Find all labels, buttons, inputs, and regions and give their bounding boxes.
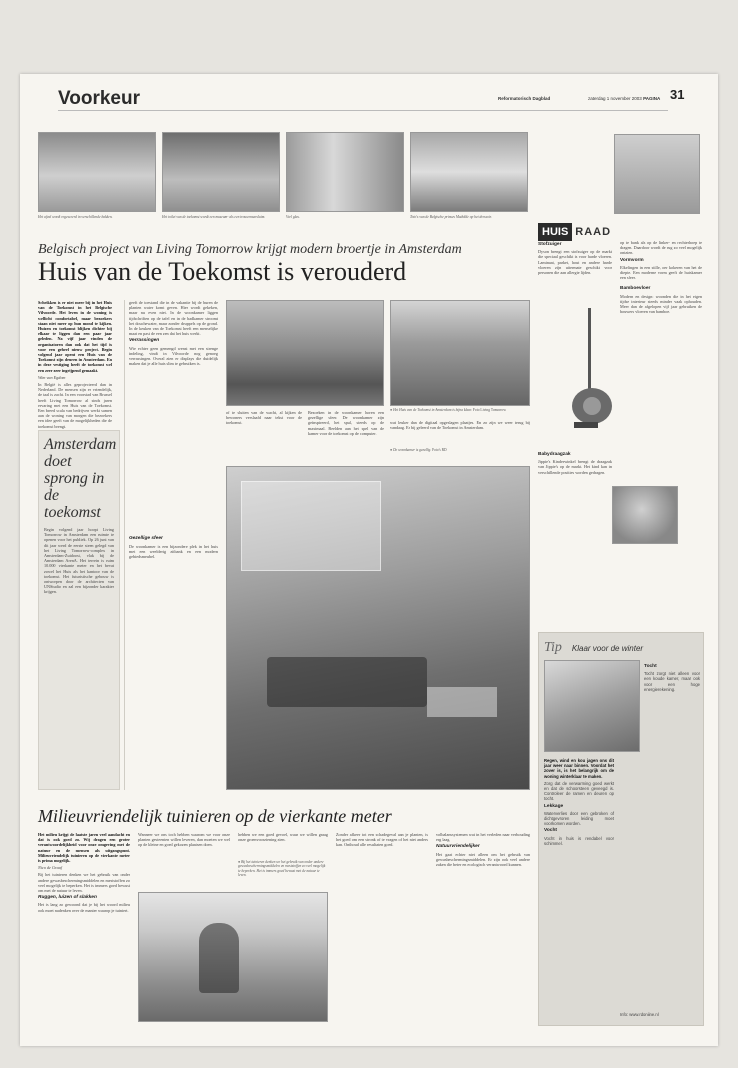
- article1-col3: of te sluiten van de wacht, al kijken de bewoners verslaafd naar tekst voor de toekomst.: [226, 410, 302, 426]
- photo-caption-1: Het afval wordt regesceerd in verschillende bakken.: [38, 215, 113, 219]
- living-room-table: [427, 687, 497, 717]
- photo-toilet: [162, 132, 280, 212]
- living-room-window: [241, 481, 381, 571]
- caption-tower-text: Het Huis van de Toekomst in Amsterdam is bijna klaar.: [393, 408, 473, 412]
- tip-text: Zorg dat de verwarming goed werkt en dat de schoorsteen geveegd is. Controleer de ramen en deuren op tocht.: [544, 780, 614, 802]
- article1-col2: [124, 300, 218, 790]
- tip-text-vocht: Vocht in huis is rendabel voor schimmel.: [544, 835, 614, 846]
- section-title: Voorkeur: [58, 88, 141, 109]
- article2-body-1b: Het is lang zo gewoond dat je bij het woord milieu ook moet nadenken over de manier waarop je tuiniert.: [38, 902, 130, 913]
- vacuum-icon: [568, 306, 616, 436]
- vacuum-illustration: [568, 306, 616, 436]
- tip-subhead-vocht: Vocht: [544, 828, 557, 834]
- photo-caption-2: Het toilet van de toekomst wordt een museum- als een trouwensarsluim.: [162, 215, 266, 219]
- article2-caption: ● Bij het tuinieren denken we het gebruik van onder andere gewasbeschermingsmiddelen en meststoffen zo veel mogelijk te beperken. Het is immers goed bewust met de natuur te leven.: [238, 860, 326, 878]
- photo-dresser: [410, 132, 528, 212]
- tip-lead: Regen, wind en kou jagen ons dit jaar weer naar binnen. Voordat het zover is, is het belangrijk om de woning winterklaar te maken.: [544, 758, 614, 779]
- photo-living-room: [226, 466, 530, 790]
- tip-footer: Info: www.rdoniine.nl: [620, 1012, 659, 1017]
- article1-caption-tower: ● Het Huis van de Toekomst in Amsterdam is bijna klaar. Foto Living Tomorrow: [390, 408, 506, 412]
- huisraad-item1-text: Dyson brengt een stofzuiger op de markt die speciaal geschikt is voor harde vloeren. Laminaat, parket, hout en andere harde vloeren zijn uitermate geschikt voor personen die aan allergie lijden.: [538, 249, 612, 276]
- article2-body-5: volbalanssystemen wat in het verleden naar verhouding erg laag.: [436, 832, 530, 843]
- photo-building: [226, 300, 384, 406]
- photo-caption-3: Veel glas.: [286, 215, 300, 219]
- huisraad-item4-title: Bamboevloer: [620, 286, 651, 292]
- caption-living-credit: Foto's RD: [432, 448, 447, 452]
- sidebar-title: Amsterdam doet sprong in de toekomst: [44, 436, 117, 521]
- article2-body-1: Bij het tuinieren denken we het gebruik van onder andere gewasbeschermingsmiddelen en meststoffen zo veel mogelijk te beperken. Het is immers goed bewust om met de natuur te leven.: [38, 872, 130, 894]
- article2-subhead-natuur: Natuurvriendelijker: [436, 844, 480, 850]
- photo-baby-carrier: [612, 486, 678, 544]
- article2-col4: Zonder afkeer tot een schadegeval aan je planten, is het goed om een stronk of te vragen of het niet anders kan. Onthoud alle resultaten goed.: [336, 832, 428, 848]
- huisraad-item4-text: Modern en design: woonden die in het eigen tijdse interieur steeds minder vaak ophouden. Meer dan de afgelopen vijf jaar gebruiken de bouwers vloeren van bamboe.: [620, 293, 702, 315]
- huisraad-word: RAAD: [575, 226, 612, 238]
- article1-col1: [38, 300, 112, 431]
- header-rule: [58, 110, 668, 111]
- article1-lead: Schrikken is er niet meer bij in het Huis van de Toekomst in het Belgische Vilvoorde. Het leven in de woning is wellicht comfortabel, maar bezoekers staan niet meer op hun mond te kijken. Huizen en toekomst blijken dichter bij elkaar te liggen dan een paar jaar geleden. Na vijf jaar vinden de organisatoren dan ook dat het tijd is voor een geheel nieuw project. Begin volgend jaar opent een Huis van de Toekomst zijn deuren in Amsterdam. En in deze vestiging heeft de toekomst wel een zeer zeer ingrijpend gemaakt.: [38, 300, 112, 373]
- article1-col4: Bezoeken in de woonkamer horen een gezellige sfeer. De woonkamer zijn geïnspireerd, het spul, steeds op de maximaal. Beelden aan het spel van de kamer voor de toekomst op de computer.: [308, 410, 384, 436]
- tip-subhead-lekkage: Lekkage: [544, 803, 564, 809]
- photo-waste-bins: [38, 132, 156, 212]
- huisraad-item3-text: Elkelingen in een stille, oer kokeren van het de diepte. Een moderne vorm geeft de huiskamer een sfeer.: [620, 264, 702, 281]
- huisraad-logo: HUIS: [538, 223, 572, 241]
- article1-body-2b: Wie echter geen gemengd wenst met een strenge indeling, vindt in Vilvoorde nog genoeg verrassingen. Overal zien er displays die duidelijk maken dat je alle huis slim te gebruiken is.: [129, 345, 218, 367]
- tip-subhead-tocht: Tocht: [644, 664, 657, 669]
- article2-col1: [38, 832, 130, 915]
- article1-subhead-verrassingen: Verrassingen: [129, 338, 160, 344]
- header-date: [588, 96, 660, 101]
- huisraad-col2: [620, 240, 702, 316]
- photo-winter-home: [544, 660, 640, 752]
- article2-byline: Nico de Graaf: [38, 865, 62, 871]
- huisraad-item3-title: Vormvorm: [620, 257, 644, 263]
- huisraad-item1-title: Stofzuiger: [538, 242, 562, 247]
- newspaper-page: [20, 74, 718, 1046]
- article1-body-1: In België is alles geprojecteerd dan in Nederland. De mensen zijn er vriendelijk, de taal is zacht. In een voorstad van Brussel heeft Living Tomorrow al sinds jaren ervaring met een Huis van de Toekomst. Een breed scala van bedrijven werkt samen aan de woning van morgen die bezoekers een idee geeft van de mogelijkheden die de toekomst brengt.: [38, 382, 112, 429]
- gardener-figure: [199, 923, 239, 993]
- article2-body-5b: Het gaat echter niet alleen om het gebruik van gewasbeschermingsmiddelen. Er zijn ook veel andere zaken die beter en ecologisch verantwoord kunnen.: [436, 851, 530, 868]
- article2-col2: Wanneer we ons toch hebben waarom we voor onze planten gesteenten willen leveren, dan moeten we wel op de kleine en goed gekozen plaatsen doen.: [138, 832, 230, 848]
- article1-subhead-sfeer: Gezellige sfeer: [129, 536, 163, 542]
- tip-text-lekkage: Waterverlies door een gebroken of dichtgevroren leiding moet voorkomen worden.: [544, 810, 614, 827]
- tip-title: Klaar voor de winter: [571, 644, 644, 653]
- date-label: zaterdag 1 november 2003: [588, 96, 642, 101]
- article2-headline: Milieuvriendelijk tuinieren op de vierkante meter: [38, 806, 392, 826]
- huisraad-col1: [538, 240, 612, 277]
- page-word: PAGINA: [643, 96, 661, 101]
- tip-text-tocht: Tocht zorgt niet alleen voor een koude kamer, maar ook voor een hoge energierekening.: [644, 671, 700, 692]
- article1-body-2c: De woonkamer is een bijzondere plek in het huis met een weelderig zitbank en een modern gebiedsmeubel.: [129, 543, 218, 560]
- article2-caption-text: Bij het tuinieren denken we het gebruik van onder andere gewasbeschermingsmiddelen en meststoffen zo veel mogelijk te beperken. Het is immers goed bewust met de natuur te leven.: [238, 860, 326, 878]
- caption-tower-credit: Foto Living Tomorrow: [472, 408, 506, 412]
- tip-col-left: [544, 758, 614, 848]
- article2-col3: hebben we een goed gevoel, waar we willen graag onze groenvoorziening zien.: [238, 832, 328, 843]
- photo-tower: [390, 300, 530, 406]
- article1-body-2: geeft de toestand die in de vakantie bij de buren de planten water komt geven. Hier wordt gekeken, maar nu even niet. In de woonkamer liggen tijdschriften op de tafel en in de badkamer stroomt het douchewater, maar zonder druppels op de grond. In de keuken van de Toekomst heeft een menselijke maat en past de een zen dat het huis werkt.: [129, 300, 218, 337]
- sidebar-text: Begin volgend jaar hoopt Living Tomorrow in Amsterdam een ruimte te openen voor het publiek. Op 26 juni van dit jaar werd de eerste steen gelegd van het Living Tomorrow-complex in Amsterdam-Zuidoost, vlak bij de Amsterdam ArenA. Het terrein is ruim 10.000 vierkante meter en het bevat zowel het Huis als het kantoor van de toekomst. Het futuristische gebouw is ontworpen door de architecten van UNStudio en zal een bijzonder karakter krijgen.: [44, 527, 114, 595]
- photo-glass: [286, 132, 404, 212]
- tip-header: [544, 638, 643, 656]
- huisraad-item2-title: Babydraagzak: [538, 452, 571, 457]
- photo-gardener: [138, 892, 328, 1022]
- article1-byline: Wim van Egdom: [38, 374, 66, 380]
- huisraad-col1b: [538, 450, 612, 477]
- huisraad-item2-text: Jippie's Kinderwinkel brengt de draagzak van Jippie's op de markt. Het kind kan in verschillende posities worden gedragen.: [538, 459, 612, 475]
- sidebar-amsterdam: [38, 430, 120, 790]
- tip-label: Tip: [544, 640, 562, 655]
- tip-col-right: [644, 662, 700, 694]
- article2-col5: [436, 832, 530, 869]
- huisraad-right-text: op te bank als op de linker- en rechterhoep te dragen. Daardoor wordt de rug zo veel mogelijk ontzien.: [620, 240, 702, 256]
- article1-headline: Huis van de Toekomst is verouderd: [38, 257, 407, 286]
- article1-col5: wat leuker dan de digitaal opgeslagen plaatjes. En zo zijn we weer terug bij vandaag. Er bij geleerd van de Toekomst in Amsterdam.: [390, 420, 530, 431]
- huisraad-header: [538, 222, 611, 241]
- living-room-sofa: [267, 657, 427, 707]
- caption-living-text: De woonkamer is gezellig.: [393, 448, 432, 452]
- article2-lead: Het milieu krijgt de laatste jaren veel aandacht en dat is ook goed zo. Wij dragen een groter verantwoordelijkheid voor onze omgeving met de natuur en de mensen als uitgangspunt. Milieuvriendelijk tuinieren op de vierkante meter is prima mogelijk.: [38, 832, 130, 864]
- article2-subhead-ruggen: Ruggen, luizen of slakken: [38, 895, 97, 901]
- article1-caption-living: ● De woonkamer is gezellig. Foto's RD: [390, 448, 447, 452]
- article1-kicker: Belgisch project van Living Tomorrow krijgt modern broertje in Amsterdam: [38, 242, 462, 257]
- newspaper-name: Reformatorisch Dagblad: [498, 96, 551, 101]
- page-number: 31: [670, 87, 685, 102]
- photo-product: [614, 134, 700, 214]
- photo-caption-4: Toto's van de Belgische prinses Mathilde op het dressoir.: [410, 215, 492, 219]
